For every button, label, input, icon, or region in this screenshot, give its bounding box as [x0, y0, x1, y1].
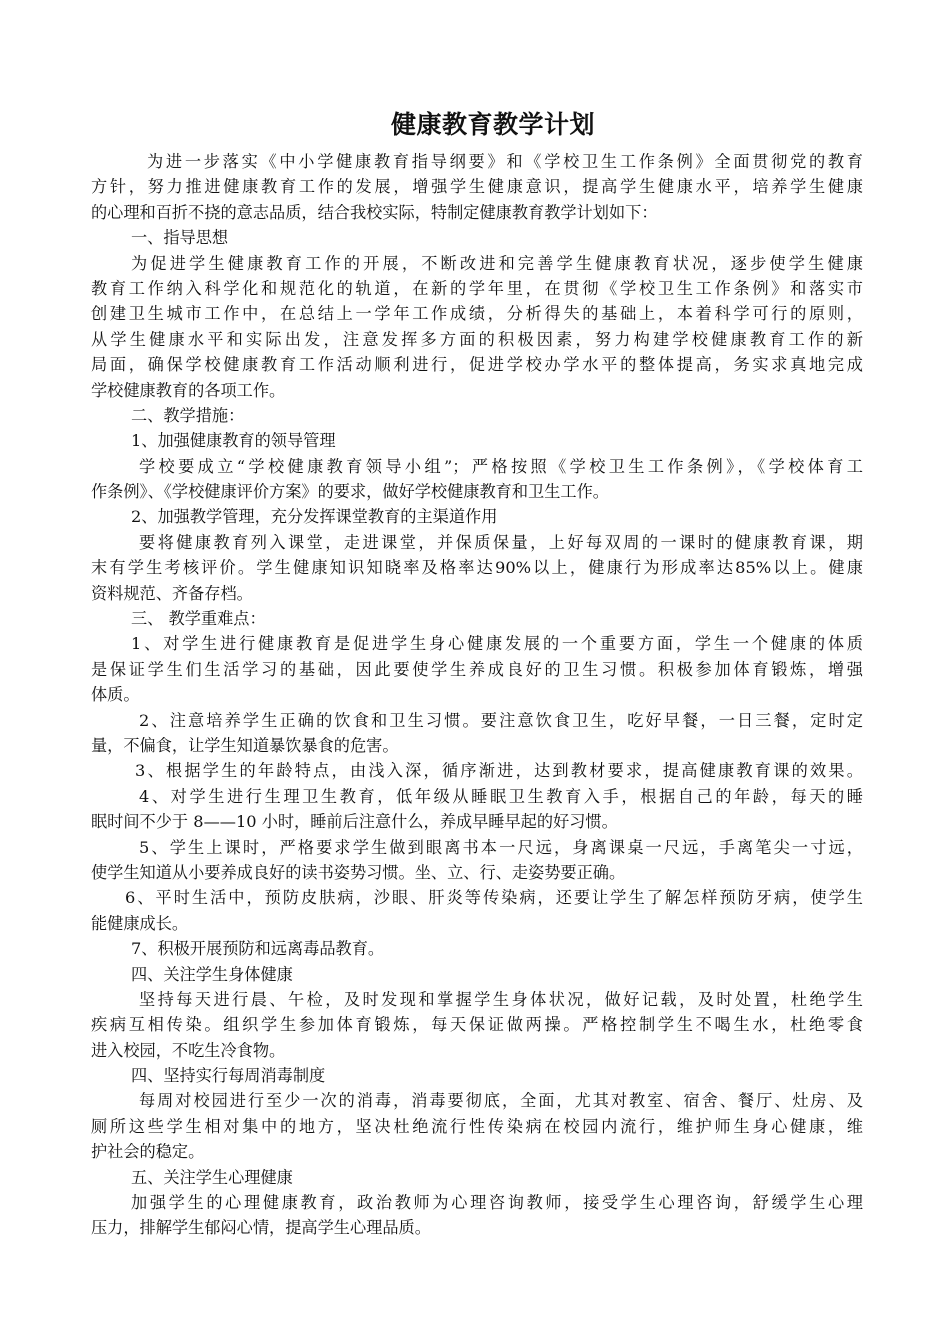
- text-line: 能健康成长。: [91, 913, 189, 933]
- text-line: 学校要成立“学校健康教育领导小组”；严格按照《学校卫生工作条例》，《学校体育工: [139, 456, 863, 476]
- text-line: 创建卫生城市工作中，在总结上一学年工作成绩，分析得失的基础上，本着科学可行的原则，: [91, 304, 863, 324]
- text-line: 是保证学生们生活学习的基础，因此要使学生养成良好的卫生习惯。积极参加体育锻炼，增强: [91, 659, 863, 679]
- text-line: 四、关注学生身体健康: [131, 964, 293, 984]
- text-line: 5、学生上课时，严格要求学生做到眼离书本一尺远，身离课桌一尺远，手离笔尖一寸远，: [139, 837, 863, 857]
- text-line: 1、加强健康教育的领导管理: [131, 431, 336, 451]
- text-line: 五、关注学生心理健康: [131, 1167, 293, 1187]
- text-line: 学校健康教育的各项工作。: [91, 380, 286, 400]
- text-line: 压力，排解学生郁闷心情，提高学生心理品质。: [91, 1218, 431, 1238]
- text-line: 疾病互相传染。组织学生参加体育锻炼，每天保证做两操。严格控制学生不喝生水，杜绝零食: [91, 1015, 863, 1035]
- text-line: 3、根据学生的年龄特点，由浅入深，循序渐进，达到教材要求，提高健康教育课的效果。: [135, 761, 863, 781]
- text-line: 加强学生的心理健康教育，政治教师为心理咨询教师，接受学生心理咨询，舒缓学生心理: [131, 1193, 863, 1213]
- text-line: 体质。: [91, 685, 140, 705]
- text-line: 2、注意培养学生正确的饮食和卫生习惯。要注意饮食卫生，吃好早餐，一日三餐，定时定: [139, 710, 863, 730]
- text-line: 使学生知道从小要养成良好的读书姿势习惯。坐、立、行、走姿势要正确。: [91, 862, 626, 882]
- text-line: 厕所这些学生相对集中的地方，坚决杜绝流行性传染病在校园内流行，维护师生身心健康，维: [91, 1116, 863, 1136]
- text-line: 眠时间不少于 8——10 小时，睡前后注意什么，养成早睡早起的好习惯。: [91, 812, 618, 832]
- text-line: 6、平时生活中，预防皮肤病，沙眼、肝炎等传染病，还要让学生了解怎样预防牙病，使学生: [125, 888, 863, 908]
- document-body: [91, 149, 863, 1241]
- text-line: 坚持每天进行晨、午检，及时发现和掌握学生身体状况，做好记载，及时处置，杜绝学生: [139, 989, 863, 1009]
- text-line: 的心理和百折不挠的意志品质，结合我校实际，特制定健康教育教学计划如下：: [91, 202, 658, 222]
- text-line: 为促进学生健康教育工作的开展，不断改进和完善学生健康教育状况，逐步使学生健康: [131, 253, 863, 273]
- text-line: 三、 教学重难点：: [131, 609, 266, 629]
- text-line: 2、加强教学管理，充分发挥课堂教育的主渠道作用: [131, 507, 498, 527]
- text-line: 量，不偏食，让学生知道暴饮暴食的危害。: [91, 735, 399, 755]
- text-line: 资料规范、齐备存档。: [91, 583, 253, 603]
- text-line: 为进一步落实《中小学健康教育指导纲要》和《学校卫生工作条例》全面贯彻党的教育: [147, 152, 863, 171]
- text-line: 局面，确保学校健康教育工作活动顺利进行，促进学校办学水平的整体提高，务实求真地完成: [91, 355, 863, 375]
- text-line: 方针，努力推进健康教育工作的发展，增强学生健康意识，提高学生健康水平，培养学生健康: [91, 177, 863, 197]
- text-line: 1、对学生进行健康教育是促进学生身心健康发展的一个重要方面，学生一个健康的体质: [131, 634, 863, 654]
- text-line: 4、对学生进行生理卫生教育，低年级从睡眠卫生教育入手，根据自己的年龄，每天的睡: [139, 786, 863, 806]
- document-title: 健康教育教学计划: [390, 110, 595, 139]
- text-line: 末有学生考核评价。学生健康知识知晓率及格率达90%以上，健康行为形成率达85%以上。健康: [91, 558, 863, 578]
- text-line: 一、指导思想: [131, 228, 229, 248]
- text-line: 7、积极开展预防和远离毒品教育。: [131, 939, 385, 959]
- text-line: 四、坚持实行每周消毒制度: [131, 1066, 326, 1086]
- text-line: 从学生健康水平和实际出发，注意发挥多方面的积极因素，努力构建学校健康教育工作的新: [91, 329, 863, 349]
- text-line: 护社会的稳定。: [91, 1142, 205, 1162]
- text-line: 二、教学措施：: [131, 405, 245, 425]
- text-line: 每周对校园进行至少一次的消毒，消毒要彻底，全面，尤其对教室、宿舍、餐厅、灶房、及: [139, 1091, 863, 1111]
- text-line: 教育工作纳入科学化和规范化的轨道，在新的学年里，在贯彻《学校卫生工作条例》和落实市: [91, 278, 863, 298]
- text-line: 作条例》、《学校健康评价方案》的要求，做好学校健康教育和卫生工作。: [91, 482, 609, 502]
- text-line: 进入校园，不吃生冷食物。: [91, 1040, 286, 1060]
- text-line: 要将健康教育列入课堂，走进课堂，并保质保量，上好每双周的一课时的健康教育课，期: [139, 532, 863, 552]
